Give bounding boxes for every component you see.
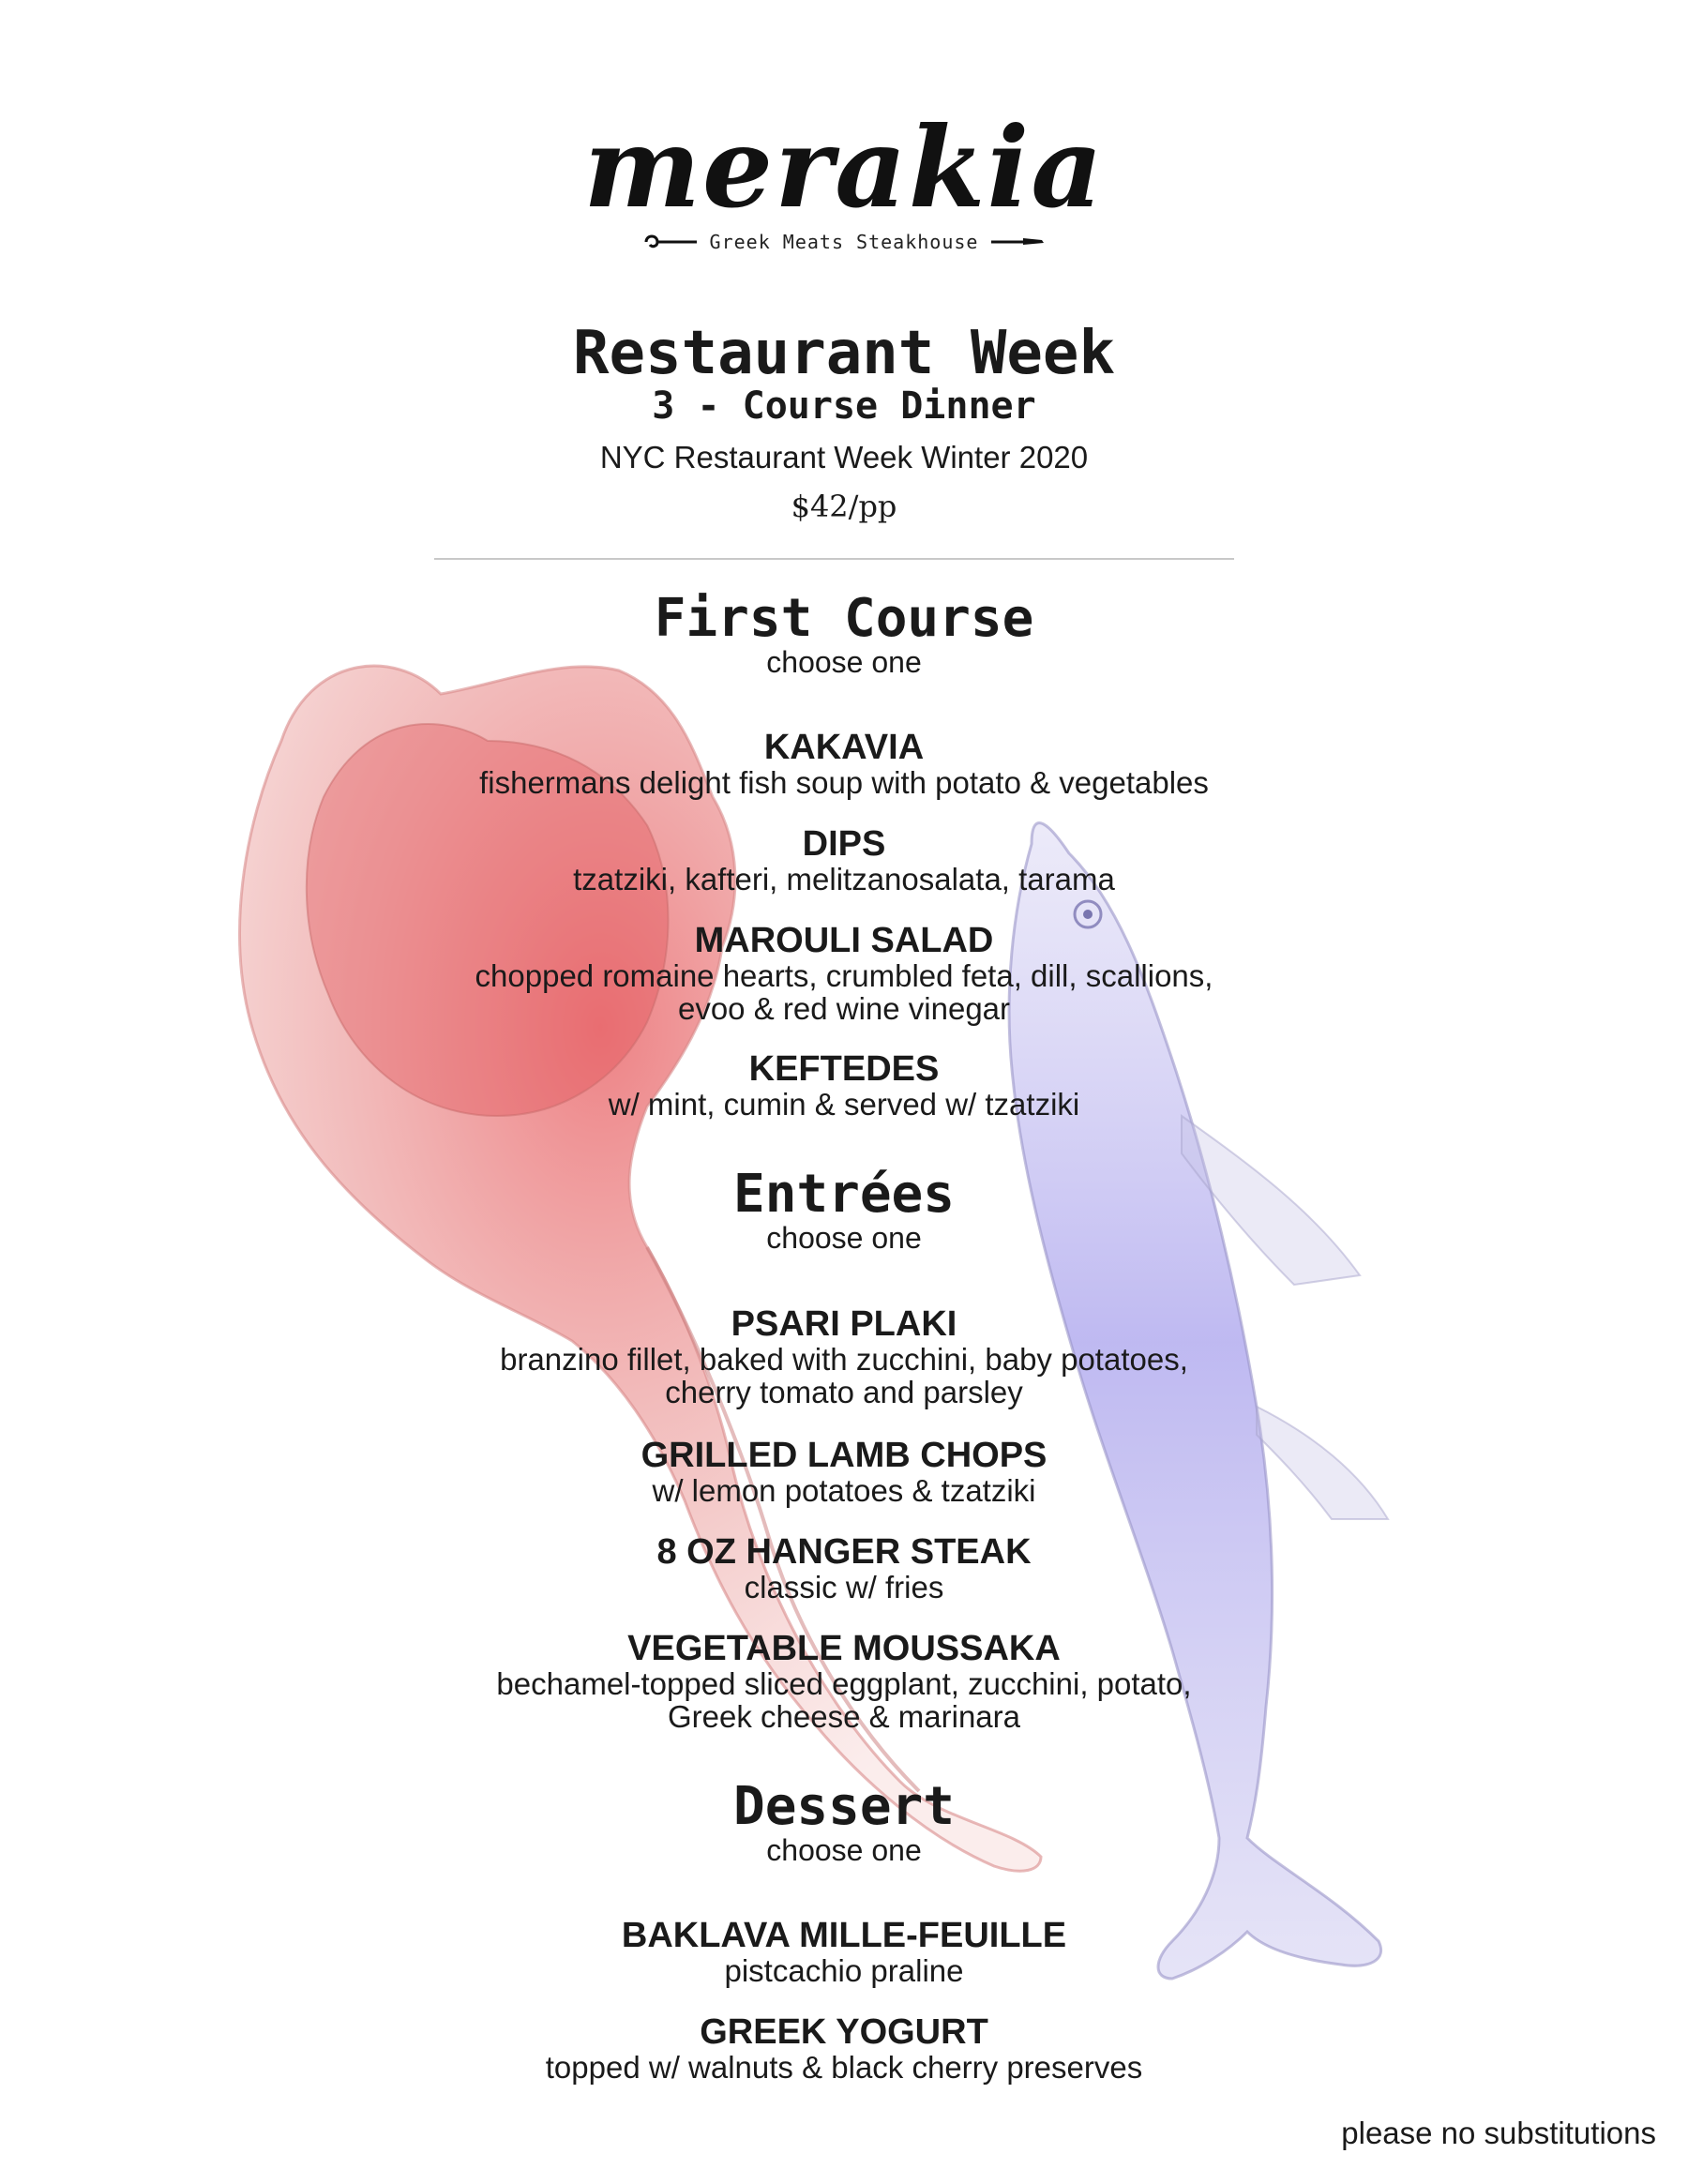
item-description: evoo & red wine vinegar [677, 990, 1011, 1026]
menu-item [0, 2014, 1688, 2085]
item-name: VEGETABLE MOUSSAKA [627, 1629, 1061, 1668]
item-description: topped w/ walnuts & black cherry preserves [545, 2049, 1143, 2085]
item-description: classic w/ fries [744, 1569, 944, 1604]
item-name: KEFTEDES [748, 1049, 940, 1089]
menu-item [0, 1631, 1688, 1733]
item-description: cherry tomato and parsley [665, 1374, 1023, 1409]
item-name: GREEK YOGURT [700, 2012, 988, 2052]
section-title: First Course [654, 588, 1034, 649]
menu-subtitle: 3 - Course Dinner [652, 384, 1036, 428]
menu-item [0, 1051, 1688, 1122]
section-note: choose one [766, 1221, 922, 1255]
section-note: choose one [766, 1833, 922, 1867]
item-description: fishermans delight fish soup with potato & vegetables [479, 764, 1209, 800]
item-name: GRILLED LAMB CHOPS [641, 1436, 1047, 1475]
menu-header [0, 319, 1688, 524]
section-dessert [0, 1776, 1688, 1867]
header-divider [434, 558, 1234, 560]
section-entrees [0, 1164, 1688, 1255]
item-description: branzino fillet, baked with zucchini, baby potatoes, [500, 1341, 1188, 1377]
price-per-person: $42/pp [791, 489, 897, 524]
item-name: DIPS [802, 824, 886, 864]
item-description: bechamel-topped sliced eggplant, zucchini, potato, [496, 1665, 1192, 1701]
menu-item [0, 923, 1688, 1025]
menu-item [0, 730, 1688, 800]
item-name: PSARI PLAKI [731, 1304, 957, 1344]
menu-item [0, 1306, 1688, 1408]
menu-item [0, 1918, 1688, 1988]
knife-icon [989, 233, 1046, 251]
section-title: Entrées [732, 1164, 955, 1225]
item-name: KAKAVIA [763, 728, 925, 767]
item-description: w/ mint, cumin & served w/ tzatziki [608, 1086, 1080, 1122]
restaurant-logo [0, 102, 1688, 253]
logo-tagline: Greek Meats Steakhouse [709, 231, 979, 253]
section-title: Dessert [732, 1776, 955, 1837]
footer-note: please no substitutions [1341, 2116, 1656, 2150]
logo-wordmark: merakia [583, 102, 1105, 233]
item-description: Greek cheese & marinara [667, 1698, 1020, 1734]
section-first-course [0, 588, 1688, 679]
logo-tagline-row [0, 231, 1688, 253]
menu-title: Restaurant Week [573, 319, 1115, 388]
event-name: NYC Restaurant Week Winter 2020 [599, 440, 1089, 474]
item-description: tzatziki, kafteri, melitzanosalata, tarama [573, 861, 1115, 896]
item-name: 8 OZ HANGER STEAK [656, 1532, 1032, 1572]
section-note: choose one [766, 645, 922, 679]
item-description: pistcachio praline [724, 1952, 964, 1988]
menu-item [0, 1438, 1688, 1508]
item-name: MAROULI SALAD [694, 921, 994, 960]
item-description: w/ lemon potatoes & tzatziki [652, 1472, 1036, 1508]
item-name: BAKLAVA MILLE-FEUILLE [621, 1916, 1067, 1955]
meat-hook-icon [642, 233, 699, 251]
menu-item [0, 826, 1688, 896]
menu-item [0, 1534, 1688, 1604]
item-description: chopped romaine hearts, crumbled feta, dill, scallions, [475, 957, 1213, 993]
